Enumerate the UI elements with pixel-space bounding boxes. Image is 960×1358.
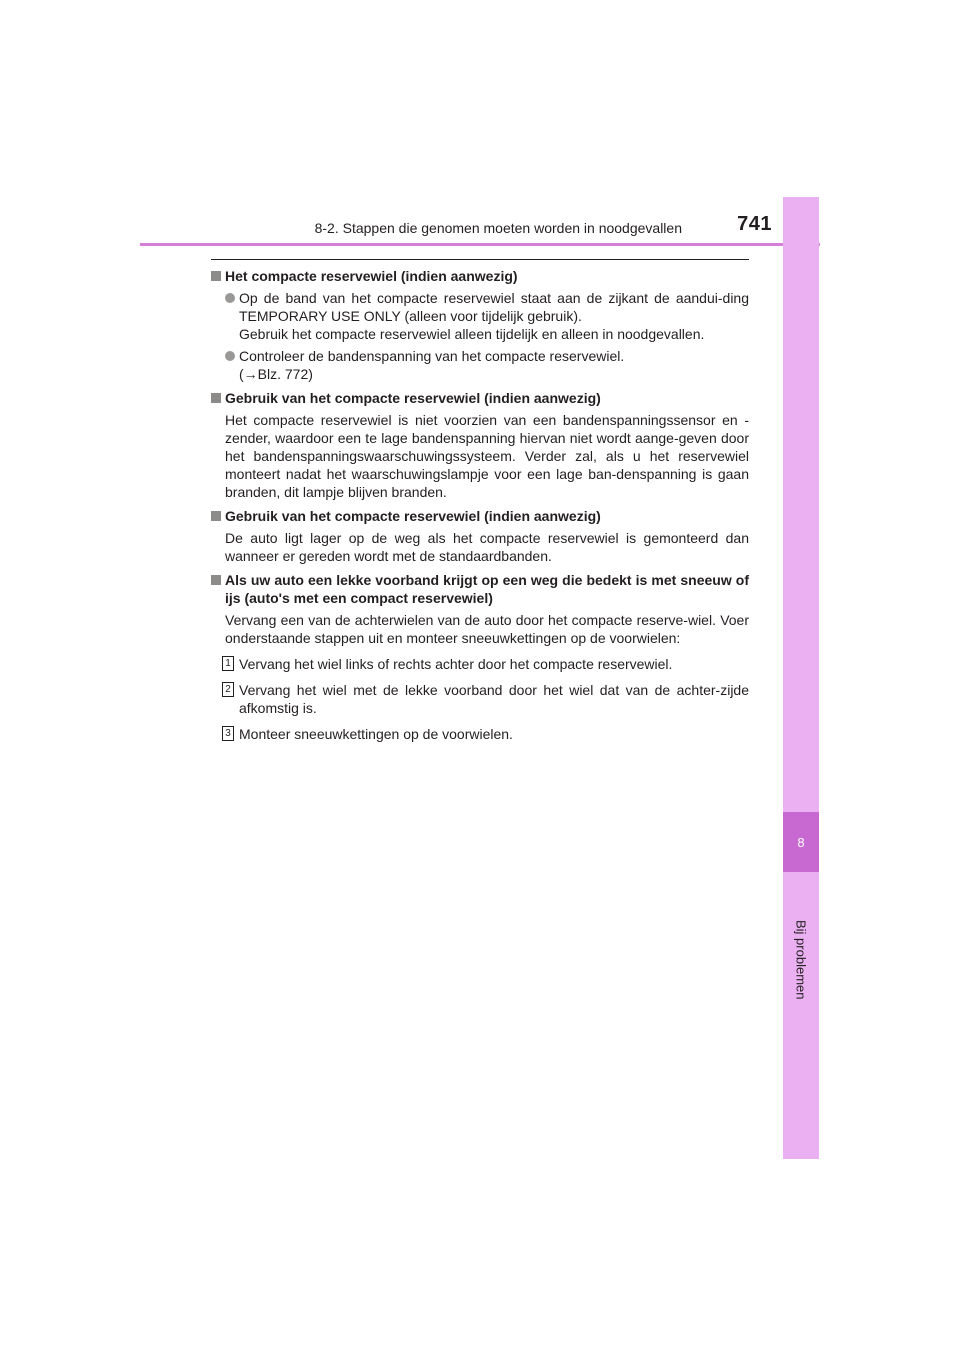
square-bullet-icon xyxy=(211,575,221,585)
chapter-number: 8 xyxy=(797,834,805,850)
chapter-side-tab xyxy=(783,197,819,1159)
page-content xyxy=(211,259,749,743)
page-reference[interactable]: (→Blz. 772) xyxy=(239,366,313,382)
section-body: Het compacte reservewiel is niet voorzien van een bandenspanningssensor en -zender, waardoor een te lage bandenspanning hiervan niet wordt aange-geven door het bandenspanningswaarschuwingssysteem. Verder zal, als u het reservewiel monteert nadat het waarschuwingslampje voor een lage ban-denspanning is gaan branden, dit lampje blijven branden. xyxy=(225,412,749,500)
chapter-title: Bij problemen xyxy=(793,920,809,1000)
square-bullet-icon xyxy=(211,393,221,403)
step-number: 1 xyxy=(222,656,234,671)
section-body: De auto ligt lager op de weg als het compacte reservewiel is gemonteerd dan wanneer er gereden wordt met de standaardbanden. xyxy=(225,530,749,564)
chapter-number-box xyxy=(783,812,819,872)
section-spare-usage-height xyxy=(211,507,749,565)
square-bullet-icon xyxy=(211,271,221,281)
step-item: 1 Vervang het wiel links of rechts achter door het compacte reservewiel. xyxy=(211,655,749,673)
list-item: Controleer de bandenspanning van het compacte reservewiel. (→Blz. 772) xyxy=(211,347,749,383)
section-spare-usage-sensor xyxy=(211,389,749,501)
square-bullet-icon xyxy=(211,511,221,521)
step-number: 2 xyxy=(222,682,234,697)
page-number: 741 xyxy=(737,213,772,235)
section-heading: Gebruik van het compacte reservewiel (indien aanwezig) xyxy=(211,389,749,407)
section-compact-spare xyxy=(211,267,749,383)
page-header xyxy=(140,210,820,240)
step-item: 3 Monteer sneeuwkettingen op de voorwielen. xyxy=(211,725,749,743)
section-heading: Gebruik van het compacte reservewiel (indien aanwezig) xyxy=(211,507,749,525)
list-item: Op de band van het compacte reservewiel staat aan de zijkant de aandui-ding TEMPORARY USE ONLY (alleen voor tijdelijk gebruik). Gebruik het compacte reservewiel alleen tijdelijk en alleen in noodgevallen. xyxy=(211,289,749,343)
section-body: Vervang een van de achterwielen van de auto door het compacte reserve-wiel. Voer onderstaande stappen uit en monteer sneeuwkettingen op de voorwielen: xyxy=(225,612,749,646)
header-rule xyxy=(140,243,820,246)
circle-bullet-icon xyxy=(225,293,235,303)
section-heading: Het compacte reservewiel (indien aanwezig) xyxy=(211,267,749,285)
section-heading: Als uw auto een lekke voorband krijgt op een weg die bedekt is met sneeuw of ijs (auto's met een compact reservewiel) xyxy=(211,571,749,607)
step-item: 2 Vervang het wiel met de lekke voorband door het wiel dat van de achter-zijde afkomstig is. xyxy=(211,681,749,717)
section-title: 8-2. Stappen die genomen moeten worden in noodgevallen xyxy=(314,220,682,236)
step-number: 3 xyxy=(222,726,234,741)
section-flat-front-snow xyxy=(211,571,749,743)
circle-bullet-icon xyxy=(225,351,235,361)
